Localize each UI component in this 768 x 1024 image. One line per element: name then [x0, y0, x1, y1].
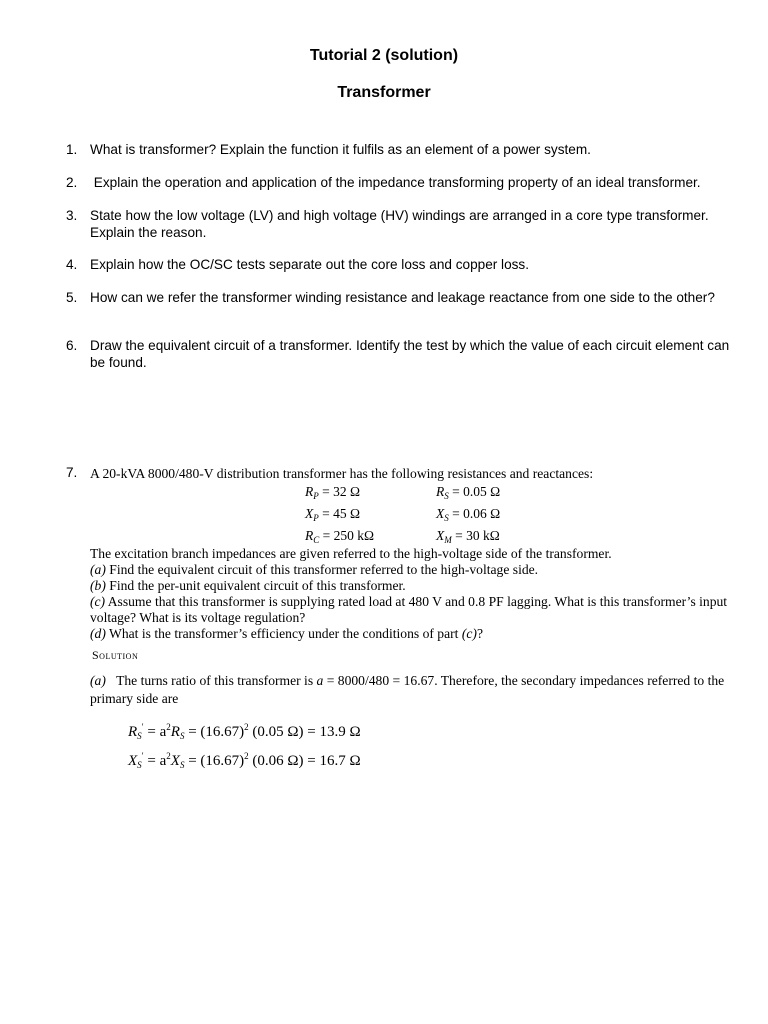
- question-number: 1.: [66, 142, 78, 157]
- param-xs: $X_S = 0.06$ Ω: [436, 506, 501, 523]
- excitation-note: The excitation branch impedances are given referred to the high-voltage side of the transformer.: [90, 546, 612, 561]
- param-rp: $R_P = 32$ Ω: [305, 484, 361, 501]
- param-rc: $R_C = 250$ kΩ: [305, 528, 375, 545]
- formula-rs-referred: $R_S' = a^2R_S = (16.67)^2$ (0.05 Ω) = 13.9 Ω: [128, 722, 361, 741]
- part-c: (c) Assume that this transformer is supplying rated load at 480 V and 0.8 PF lagging. What is this transformer’s input voltage? What is its voltage regulation?: [90, 594, 728, 625]
- question-text: Explain the operation and application of the impedance transforming property of an ideal transformer.: [90, 175, 701, 190]
- param-xm: $X_M = 30$ kΩ: [436, 528, 500, 545]
- question-number: 3.: [66, 208, 78, 223]
- question-text: How can we refer the transformer winding resistance and leakage reactance from one side to the other?: [90, 290, 715, 305]
- question-text: Draw the equivalent circuit of a transformer. Identify the test by which the value of each circuit element can be found.: [90, 338, 730, 370]
- solution-text: (a) The turns ratio of this transformer is a = 8000/480 = 16.67. Therefore, the secondary impedances referred to the primary side are: [90, 673, 725, 706]
- formula-xs-referred: $X_S' = a^2X_S = (16.67)^2$ (0.06 Ω) = 16.7 Ω: [128, 751, 361, 770]
- question-7-intro: A 20-kVA 8000/480-V distribution transformer has the following resistances and reactances:: [90, 466, 594, 481]
- question-number: 4.: [66, 257, 78, 272]
- question-number: 2.: [66, 175, 78, 190]
- param-xp: $X_P = 45$ Ω: [305, 506, 361, 523]
- document-subtitle: Transformer: [337, 84, 431, 101]
- question-number: 5.: [66, 290, 78, 305]
- solution-heading: Solution: [92, 648, 139, 662]
- document-title: Tutorial 2 (solution): [309, 47, 459, 64]
- question-text: Explain how the OC/SC tests separate out the core loss and copper loss.: [90, 257, 530, 272]
- param-rs: $R_S = 0.05$ Ω: [436, 484, 501, 501]
- question-text: What is transformer? Explain the function it fulfils as an element of a power system.: [90, 142, 591, 157]
- part-b: (b) Find the per-unit equivalent circuit of this transformer.: [90, 578, 406, 593]
- part-a: (a) Find the equivalent circuit of this transformer referred to the high-voltage side.: [90, 562, 539, 577]
- part-d: (d) What is the transformer’s efficiency under the conditions of part (c)?: [90, 626, 483, 641]
- question-number: 7.: [66, 465, 78, 480]
- question-number: 6.: [66, 338, 78, 353]
- question-text: State how the low voltage (LV) and high voltage (HV) windings are arranged in a core type transformer. Explain the reason.: [90, 208, 709, 240]
